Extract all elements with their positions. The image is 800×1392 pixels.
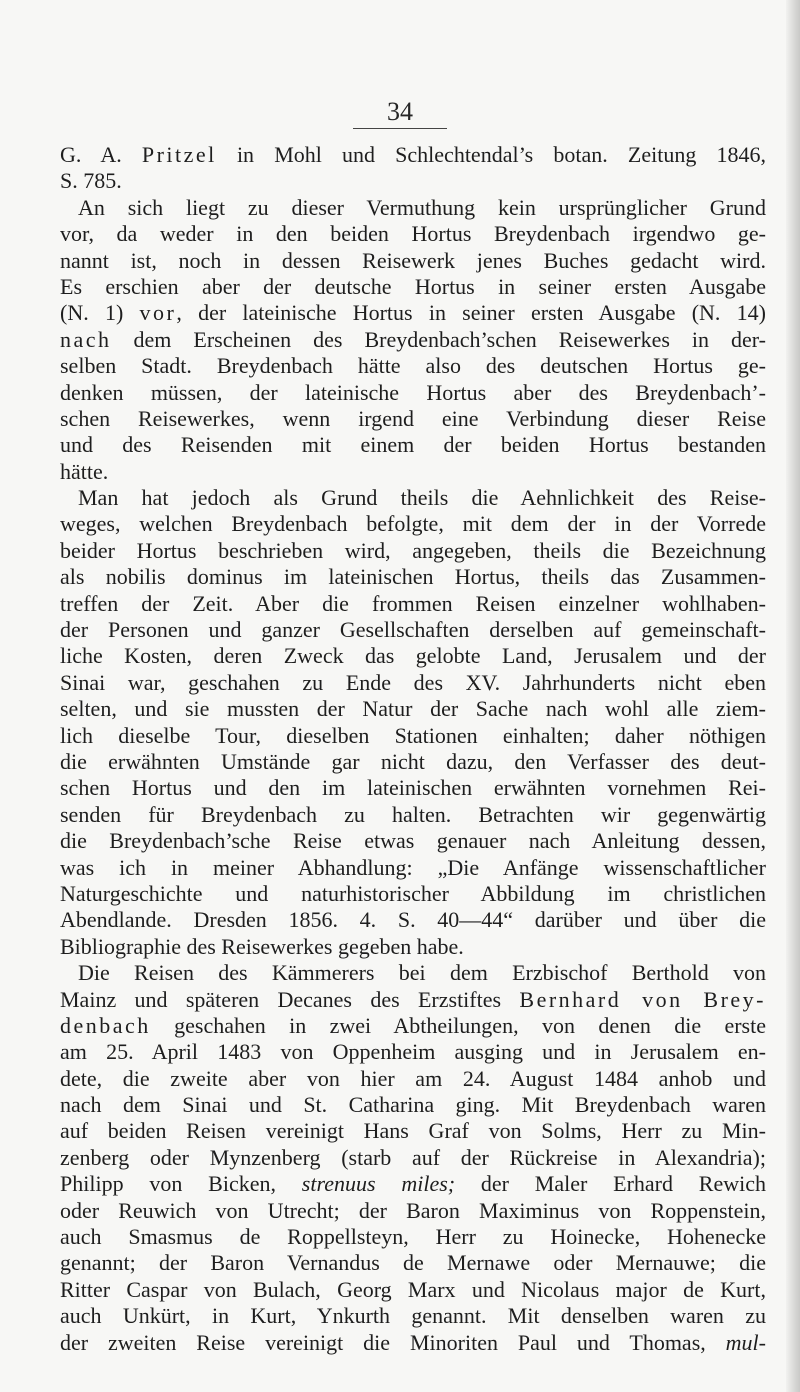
line-text: dete, die zweite aber von hier am 24. August 1484 anhob und <box>60 1065 766 1091</box>
page-edge-shadow <box>786 0 800 1392</box>
line-text: geschahen in zwei Abtheilungen, von denen die erste <box>150 1012 766 1038</box>
text-line <box>60 1171 766 1197</box>
line-text: auf beiden Reisen vereinigt Hans Graf von Solms, Herr zu Min- <box>60 1118 766 1144</box>
text-line <box>60 960 766 986</box>
line-text: Abendlande. Dresden 1856. 4. S. 40—44“ darüber und über die <box>60 907 766 933</box>
text-line <box>60 934 766 960</box>
line-text: liche Kosten, deren Zweck das gelobte Land, Jerusalem und der <box>60 643 766 669</box>
text-line <box>60 485 766 511</box>
line-text: senden für Breydenbach zu halten. Betrachten wir gegenwärtig <box>60 801 766 827</box>
text-line <box>60 432 766 458</box>
line-text: Philipp von Bicken, <box>60 1171 302 1197</box>
line-text: selten, und sie mussten der Natur der Sache nach wohl alle ziem- <box>60 696 766 722</box>
text-line <box>60 1330 766 1356</box>
line-text: treffen der Zeit. Aber die frommen Reisen einzelner wohlhaben- <box>60 590 766 616</box>
text-line <box>60 1303 766 1329</box>
text-line <box>60 1277 766 1303</box>
line-text: lich dieselbe Tour, dieselben Stationen einhalten; daher nöthigen <box>60 722 766 748</box>
text-line <box>60 459 766 485</box>
text-line <box>60 274 766 300</box>
line-text: S. 785. <box>60 168 122 194</box>
italic-text: strenuus miles; <box>301 1171 456 1197</box>
line-text: Bibliographie des Reisewerkes gegeben habe. <box>60 933 464 959</box>
line-text: schen Hortus und den im lateinischen erwähnten vornehmen Rei- <box>60 775 766 801</box>
text-line <box>60 353 766 379</box>
text-line <box>60 591 766 617</box>
line-text: am 25. April 1483 von Oppenheim ausging und in Jerusalem en- <box>60 1039 766 1065</box>
line-text: auch Unkürt, in Kurt, Ynkurth genannt. Mit denselben waren zu <box>60 1303 766 1329</box>
line-text: Naturgeschichte und naturhistorischer Abbildung im christlichen <box>60 880 766 906</box>
line-text: Ritter Caspar von Bulach, Georg Marx und Nicolaus major de Kurt, <box>60 1276 766 1302</box>
text-line <box>60 643 766 669</box>
spaced-emphasis-text: nach <box>60 326 112 352</box>
line-text: genannt; der Baron Vernandus de Mernawe oder Mernauwe; die <box>60 1250 766 1276</box>
line-text: G. A. <box>60 142 142 167</box>
line-text: oder Reuwich von Utrecht; der Baron Maximinus von Roppenstein, <box>60 1197 766 1223</box>
line-text: als nobilis dominus im lateinischen Hortus, theils das Zusammen- <box>60 564 766 590</box>
line-text: der Maler Erhard Rewich <box>455 1171 766 1197</box>
line-text: Die Reisen des Kämmerers bei dem Erzbischof Berthold von <box>78 960 766 986</box>
text-line <box>60 1224 766 1250</box>
line-text: in Mohl und Schlechtendal’s botan. Zeitung 1846, <box>216 142 766 167</box>
paragraph <box>60 960 766 1356</box>
body-text <box>60 142 766 1356</box>
line-text: (N. 1) <box>60 300 140 326</box>
page-number-text: 34 <box>353 98 447 129</box>
text-line <box>60 907 766 933</box>
line-text: die Breydenbach’sche Reise etwas genauer nach Anleitung dessen, <box>60 828 766 854</box>
line-text: , der lateinische Hortus in seiner ersten Ausgabe (N. 14) <box>176 300 766 326</box>
line-text: Es erschien aber der deutsche Hortus in seiner ersten Ausgabe <box>60 273 766 299</box>
text-line <box>60 617 766 643</box>
paragraph <box>60 485 766 960</box>
text-line <box>60 300 766 326</box>
text-line <box>60 221 766 247</box>
text-line <box>60 564 766 590</box>
line-text: nach dem Sinai und St. Catharina ging. Mit Breydenbach waren <box>60 1092 766 1118</box>
text-line <box>60 1013 766 1039</box>
line-text: weges, welchen Breydenbach befolgte, mit dem der in der Vorrede <box>60 511 766 537</box>
text-line <box>60 855 766 881</box>
text-line <box>60 406 766 432</box>
line-text: Mainz und späteren Decanes des Erzstiftes <box>60 986 520 1012</box>
text-line <box>60 1145 766 1171</box>
spaced-emphasis-text: vor <box>139 300 177 326</box>
text-line <box>60 828 766 854</box>
paragraph <box>60 195 766 485</box>
text-line <box>60 1198 766 1224</box>
line-text: der zweiten Reise vereinigt die Minoriten Paul und Thomas, <box>60 1329 726 1355</box>
text-line <box>60 749 766 775</box>
line-text: die erwähnten Umstände gar nicht dazu, den Verfasser des deut- <box>60 748 766 774</box>
text-line <box>60 881 766 907</box>
text-line <box>60 511 766 537</box>
line-text: zenberg oder Mynzenberg (starb auf der Rückreise in Alexandria); <box>60 1144 766 1170</box>
spaced-emphasis-text: Bernhard von Brey- <box>519 986 766 1012</box>
line-text: beider Hortus beschrieben wird, angegeben, theils die Bezeichnung <box>60 537 766 563</box>
text-line <box>60 248 766 274</box>
spaced-emphasis-text: Pritzel <box>141 142 217 167</box>
text-line <box>60 802 766 828</box>
spaced-emphasis-text: denbach <box>60 1012 151 1038</box>
paragraph <box>60 142 766 195</box>
line-text: denken müssen, der lateinische Hortus aber des Breydenbach’- <box>60 379 766 405</box>
text-line <box>60 380 766 406</box>
line-text: selben Stadt. Breydenbach hätte also des deutschen Hortus ge- <box>60 353 766 379</box>
text-line <box>60 1039 766 1065</box>
line-text: was ich in meiner Abhandlung: „Die Anfänge wissenschaftlicher <box>60 854 766 880</box>
line-text: hätte. <box>60 458 109 484</box>
line-text: und des Reisenden mit einem der beiden Hortus bestanden <box>60 432 766 458</box>
line-text: schen Reisewerkes, wenn irgend eine Verbindung dieser Reise <box>60 405 766 431</box>
text-line <box>60 195 766 221</box>
text-line <box>60 168 766 194</box>
text-line <box>60 670 766 696</box>
text-line <box>60 987 766 1013</box>
text-line <box>60 538 766 564</box>
text-line <box>60 1092 766 1118</box>
line-text: der Personen und ganzer Gesellschaften derselben auf gemeinschaft- <box>60 617 766 643</box>
text-line <box>60 1066 766 1092</box>
line-text: Man hat jedoch als Grund theils die Aehnlichkeit des Reise- <box>78 485 766 511</box>
text-line <box>60 1250 766 1276</box>
text-line <box>60 142 766 168</box>
text-line <box>60 723 766 749</box>
line-text: An sich liegt zu dieser Vermuthung kein ursprünglicher Grund <box>78 194 766 220</box>
text-line <box>60 696 766 722</box>
line-text: vor, da weder in den beiden Hortus Breydenbach irgendwo ge- <box>60 221 766 247</box>
text-line <box>60 775 766 801</box>
line-text: Sinai war, geschahen zu Ende des XV. Jahrhunderts nicht eben <box>60 669 766 695</box>
line-text: auch Smasmus de Roppellsteyn, Herr zu Hoinecke, Hohenecke <box>60 1224 766 1250</box>
italic-text: mul- <box>725 1329 766 1355</box>
text-line <box>60 1118 766 1144</box>
page-number <box>0 98 800 129</box>
line-text: nannt ist, noch in dessen Reisewerk jenes Buches gedacht wird. <box>60 247 766 273</box>
text-line <box>60 327 766 353</box>
line-text: dem Erscheinen des Breydenbach’schen Reisewerkes in der- <box>111 326 766 352</box>
